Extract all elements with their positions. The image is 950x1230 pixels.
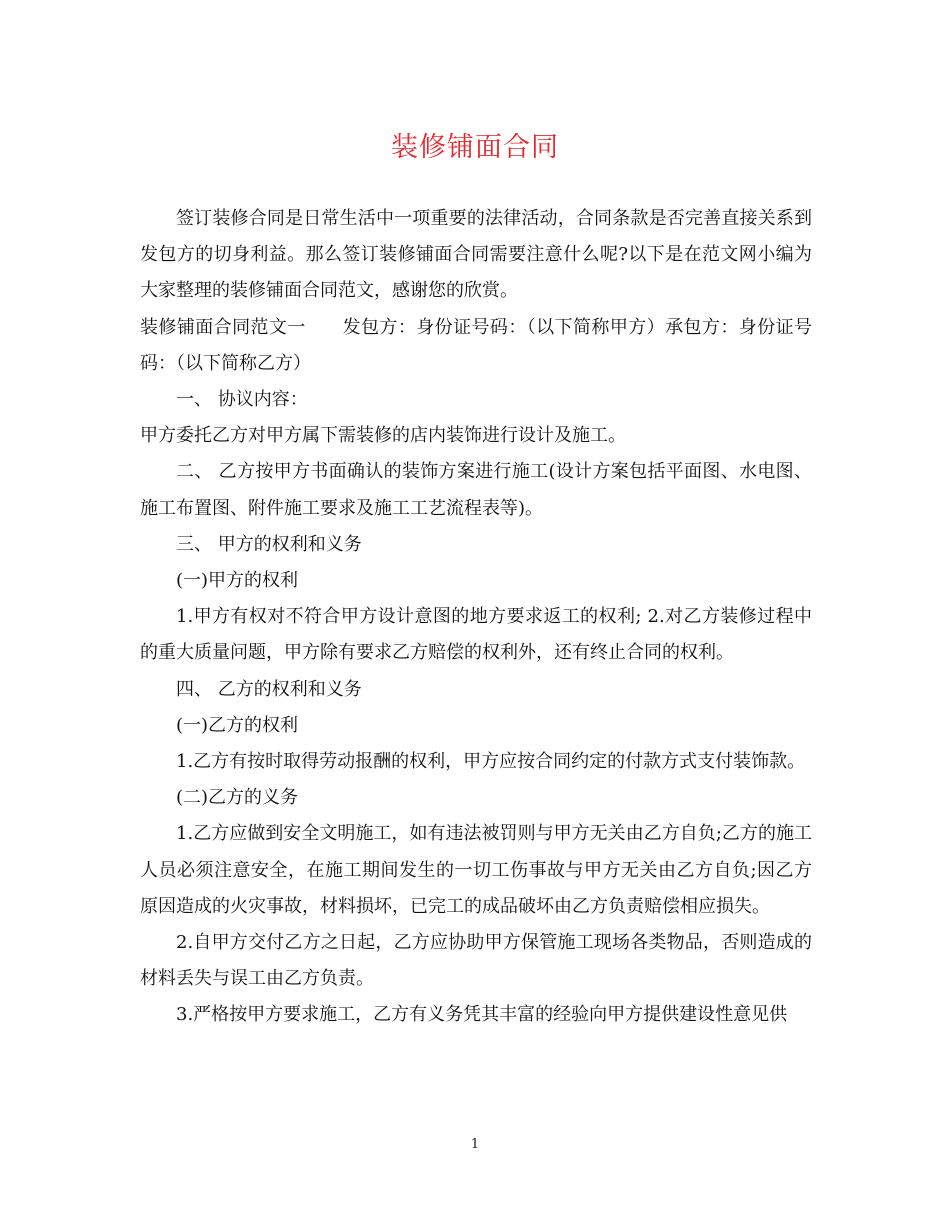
paragraph-party-b-rights: 1.乙方有按时取得劳动报酬的权利，甲方应按合同约定的付款方式支付装饰款。 (176, 751, 806, 773)
subheading-party-b-rights: (一)乙方的权利 (176, 714, 299, 736)
paragraph-commission: 甲方委托乙方对甲方属下需装修的店内装饰进行设计及施工。 (140, 425, 626, 447)
section-heading-agreement: 一、 协议内容： (176, 389, 308, 411)
paragraph-design-plan: 二、 乙方按甲方书面确认的装饰方案进行施工(设计方案包括平面图、水电图、施工布置图、附件施工要求及施工工艺流程表等)。 (140, 461, 812, 519)
document-title: 装修铺面合同 (391, 132, 559, 163)
paragraph-party-a-rights: 1.甲方有权对不符合甲方设计意图的地方要求返工的权利; 2.对乙方装修过程中的重大质量问题，甲方除有要求乙方赔偿的权利外，还有终止合同的权利。 (140, 606, 812, 664)
document-body (140, 201, 812, 1034)
paragraph-obligation-1: 1.乙方应做到安全文明施工，如有违法被罚则与甲方无关由乙方自负;乙方的施工人员必须注意安全，在施工期间发生的一切工伤事故与甲方无关由乙方自负;因乙方原因造成的火灾事故，材料损坏，已完工的成品破坏由乙方负责赔偿相应损失。 (140, 823, 812, 917)
subheading-party-b-obligations: (二)乙方的义务 (176, 787, 299, 809)
paragraph-intro: 签订装修合同是日常生活中一项重要的法律活动，合同条款是否完善直接关系到发包方的切身利益。那么签订装修铺面合同需要注意什么呢?以下是在范文网小编为大家整理的装修铺面合同范文，感谢您的欣赏。 (140, 208, 812, 302)
section-heading-party-a-rights: 三、 甲方的权利和义务 (176, 533, 362, 555)
paragraph-contract-parties: 装修铺面合同范文一 发包方：身份证号码：（以下简称甲方）承包方：身份证号码：（以下简称乙方） (140, 316, 812, 374)
section-heading-party-b-rights: 四、 乙方的权利和义务 (176, 678, 362, 700)
subheading-party-a-rights: (一)甲方的权利 (176, 570, 299, 592)
page-number: 1 (470, 1137, 480, 1152)
paragraph-obligation-3: 3.严格按甲方要求施工，乙方有义务凭其丰富的经验向甲方提供建设性意见供 (176, 1004, 788, 1026)
paragraph-obligation-2: 2.自甲方交付乙方之日起，乙方应协助甲方保管施工现场各类物品，否则造成的材料丢失与误工由乙方负责。 (140, 932, 812, 990)
